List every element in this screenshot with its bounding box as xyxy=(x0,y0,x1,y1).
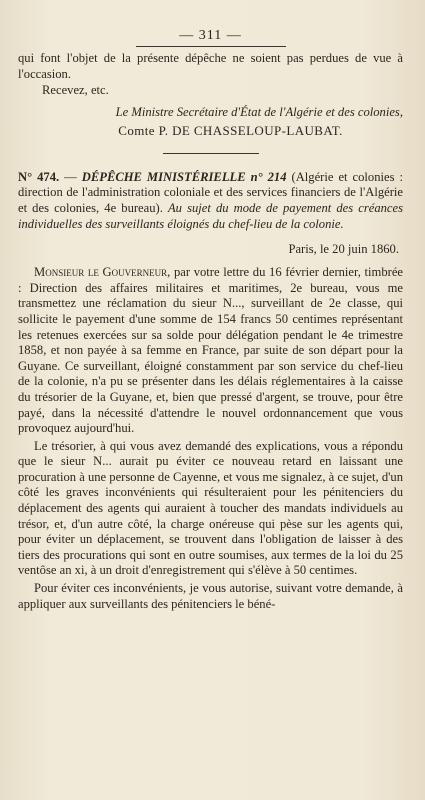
header-rule xyxy=(136,46,286,47)
dispatch-subject: Au sujet du mode de payement des créances individuelles des surveillants éloignés du chef-lieu de la colonie. xyxy=(18,200,403,231)
dispatch-title: DÉPÊCHE MINISTÉRIELLE n° 214 xyxy=(81,169,287,184)
signature-title: Le Ministre Secrétaire d'État de l'Algérie et des colonies, xyxy=(115,104,403,119)
body-paragraph-3: Pour éviter ces inconvénients, je vous autorise, suivant votre demande, à appliquer aux surveillants des pénitenciers le béné- xyxy=(18,581,403,611)
signature-name: Comte P. DE CHASSELOUP-LAUBAT. xyxy=(118,122,343,138)
paragraph-1-text: par votre lettre du 16 février dernier, timbrée : Direction des affaires militaires et maritimes, 2e bureau, vous me transmettez une réclamation du sieur N..., surveillant de 2e classe, qui sollicite le payement d'une somme de 154 francs 50 centimes représentant les retenues exercées sur sa solde pour délégation pendant le 4e trimestre 1858, et non payée à sa femme en France, par suite de son départ pour la Guyane. Ce surveillant, éloigné constamment par son service du chef-lieu de la colonie, n'a pu se présenter dans les délais réglementaires à la caisse du trésorier de la Guyane, et, bien que pressé d'argent, se trouve, pour être payé, dans la nécessité d'attendre le nouvel ordonnancement que vous provoquez aujourd'hui. xyxy=(18,265,403,436)
continuation-text: qui font l'objet de la présente dépêche ne soient pas perdues de vue à l'occasion. xyxy=(18,51,403,81)
dateline: Paris, le 20 juin 1860. xyxy=(288,242,399,257)
body-paragraph-1 xyxy=(18,265,403,437)
dispatch-number: N° 474. xyxy=(18,169,60,184)
body-paragraph-2: Le trésorier, à qui vous avez demandé des explications, vous a répondu que le sieur N... aurait pu éviter ce nouveau retard en laissant une procuration à une personne de Cayenne, et vous me signalez, à ce sujet, d'un côté les graves inconvénients qui résulteraient pour les pénitenciers du déplacement des agents qui auraient à toucher des mandats individuels au trésor, et, d'un autre côté, la charge onéreuse qui pèse sur les agents qui, pour éviter un déplacement, se trouvent dans l'obligation de laisser à des tiers des procurations qui sont en outre soumises, aux termes de la loi du 25 ventôse an xi, à un droit d'enregistrement qui s'élève à 50 centimes. xyxy=(18,438,403,578)
dispatch-descriptor: (Algérie et colonies : direction de l'administration coloniale et des services financiers de l'Algérie et des colonies, 4e bureau). xyxy=(18,169,403,215)
closing-formula: Recevez, etc. xyxy=(42,83,109,98)
dispatch-dash: — xyxy=(59,169,82,184)
section-divider xyxy=(163,153,259,154)
page-number: — 311 — xyxy=(179,28,242,43)
salutation: Monsieur le Gouverneur, xyxy=(34,265,171,280)
dispatch-heading xyxy=(18,170,403,232)
